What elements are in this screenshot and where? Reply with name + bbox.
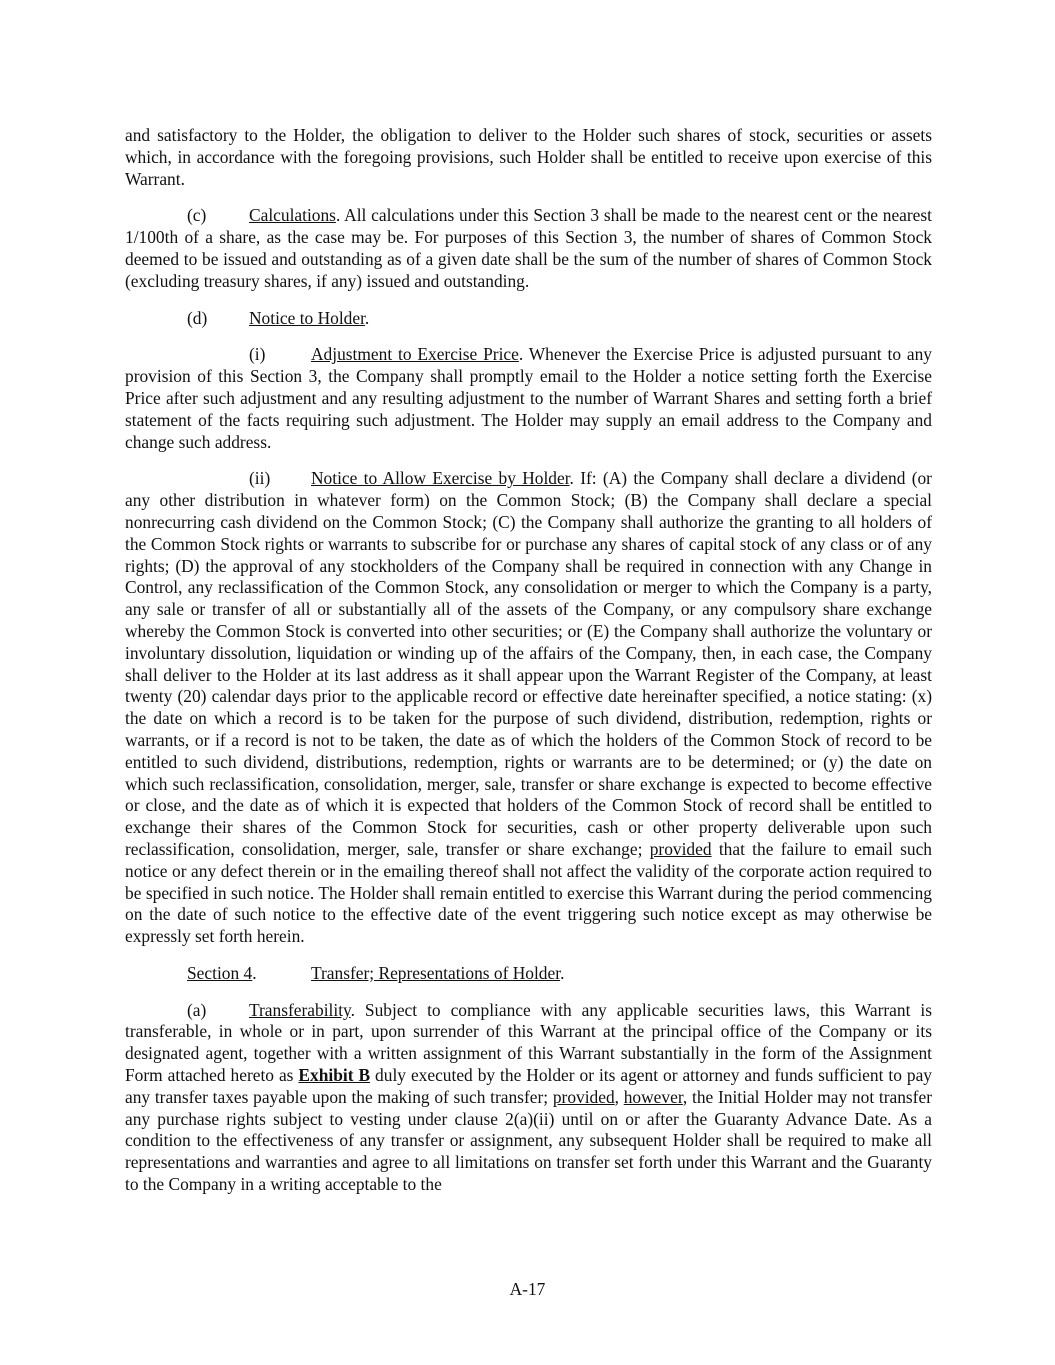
paragraph-4a-transferability: (a) Transferability. Subject to compliance with any applicable securities laws, this Warrant is transferable, in whole or in part, upon surrender of this Warrant at the principal office of the Company or its designated agent, together with a written assignment of this Warrant substantially in the form of the Assignment Form attached hereto as Exhibit B duly executed by the Holder or its agent or attorney and funds sufficient to pay any transfer taxes payable upon the making of such transfer; provided, however, the Initial Holder may not transfer any purchase rights subject to vesting under clause 2(a)(ii) until on or after the Guaranty Advance Date. As a condition to the effectiveness of any transfer or assignment, any subsequent Holder shall be required to make all representations and warranties and agree to all limitations on transfer set forth under this Warrant and the Guaranty to the Company in a writing acceptable to the: [125, 999, 932, 1195]
clause-heading: Transferability: [249, 999, 351, 1020]
clause-text: that the failure to email such notice or any defect therein or in the emailing thereof shall not affect the validity of the corporate action required to be specified in such notice. The Holder shall remain entitled to exercise this Warrant during the period commencing on the date of such notice to the effective date of the event triggering such notice except as may otherwise be expressly set forth herein.: [125, 838, 932, 947]
page-number: A-17: [509, 1279, 546, 1299]
paragraph-c-calculations: [125, 205, 932, 292]
document-page: [125, 125, 932, 1211]
clause-heading: Notice to Holder: [249, 307, 365, 328]
clause-text: . All calculations under this Section 3 shall be made to the nearest cent or the nearest 1/100th of a share, as the case may be. For purposes of this Section 3, the number of shares of Common Stock deemed to be issued and outstanding as of a given date shall be the sum of the number of shares of Common Stock (excluding treasury shares, if any) issued and outstanding.: [125, 205, 932, 291]
clause-label: (ii): [249, 468, 271, 489]
clause-label: (c): [187, 205, 207, 226]
clause-text: . If: (A) the Company shall declare a dividend (or any other distribution in whatever form) on the Common Stock; (B) the Company shall declare a special nonrecurring cash dividend on the Common Stock; (C) the Company shall authorize the granting to all holders of the Common Stock rights or warrants to subscribe for or purchase any shares of capital stock of any class or of any rights; (D) the approval of any stockholders of the Company shall be required in connection with any Change in Control, any reclassification of the Common Stock, any consolidation or merger to which the Company is a party, any sale or transfer of all or substantially all of the assets of the Company, or any compulsory share exchange whereby the Common Stock is converted into other securities; or (E) the Company shall authorize the voluntary or involuntary dissolution, liquidation or winding up of the affairs of the Company, then, in each case, the Company shall deliver to the Holder at its last address as it shall appear upon the Warrant Register of the Company, at least twenty (20) calendar days prior to the applicable record or effective date hereinafter specified, a notice stating: (x) the date on which a record is to be taken for the purpose of such dividend, distribution, redemption, rights or warrants, or if a record is not to be taken, the date as of which the holders of the Common Stock of record to be entitled to such dividend, distributions, redemption, rights or warrants are to be determined; or (y) the date on which such reclassification, consolidation, merger, sale, transfer or share exchange is expected to become effective or close, and the date as of which it is expected that holders of the Common Stock of record shall be entitled to exchange their shares of the Common Stock for securities, cash or other property deliverable upon such reclassification, consolidation, merger, sale, transfer or share exchange;: [125, 468, 932, 859]
paragraph-d-notice-to-holder: (d) Notice to Holder.: [187, 307, 370, 328]
provided-term: provided: [552, 1086, 615, 1107]
paragraph-d-ii-notice-exercise: [125, 468, 932, 948]
clause-heading: Notice to Allow Exercise by Holder: [311, 468, 570, 489]
clause-label: (d): [187, 307, 208, 328]
section-4-heading: Section 4. Transfer; Representations of Holder.: [187, 962, 565, 983]
however-term: however: [623, 1086, 683, 1107]
clause-text: . Subject to compliance with any applicable securities laws, this Warrant is transferable, in whole or in part, upon surrender of this Warrant at the principal office of the Company or its designated agent, together with a written assignment of this Warrant substantially in the form of the Assignment Form attached hereto as: [125, 999, 932, 1086]
clause-label: (i): [249, 344, 266, 365]
section-title: Transfer; Representations of Holder: [311, 962, 561, 983]
paragraph-continuation: and satisfactory to the Holder, the obligation to deliver to the Holder such shares of stock, securities or assets which, in accordance with the foregoing provisions, such Holder shall be entitled to receive upon exercise of this Warrant.: [125, 125, 932, 189]
clause-text: , the Initial Holder may not transfer any purchase rights subject to vesting under clause 2(a)(ii) until on or after the Guaranty Advance Date. As a condition to the effectiveness of any transfer or assignment, any subsequent Holder shall be required to make all representations and warranties and agree to all limitations on transfer set forth under this Warrant and the Guaranty to the Company in a writing acceptable to the: [125, 1086, 932, 1195]
provided-term: provided: [649, 838, 712, 859]
clause-text: duly executed by the Holder or its agent or attorney and funds sufficient to pay any transfer taxes payable upon the making of such transfer;: [125, 1065, 932, 1107]
exhibit-reference: Exhibit B: [298, 1065, 371, 1086]
paragraph-d-i-adjustment: [125, 344, 932, 453]
section-number: Section 4: [187, 962, 253, 983]
clause-heading: Calculations: [249, 205, 336, 226]
clause-heading: Adjustment to Exercise Price: [311, 344, 519, 365]
clause-label: (a): [187, 999, 207, 1020]
clause-text: . Whenever the Exercise Price is adjusted pursuant to any provision of this Section 3, the Company shall promptly email to the Holder a notice setting forth the Exercise Price after such adjustment and any resulting adjustment to the number of Warrant Shares and setting forth a brief statement of the facts requiring such adjustment. The Holder may supply an email address to the Company and change such address.: [125, 344, 932, 452]
